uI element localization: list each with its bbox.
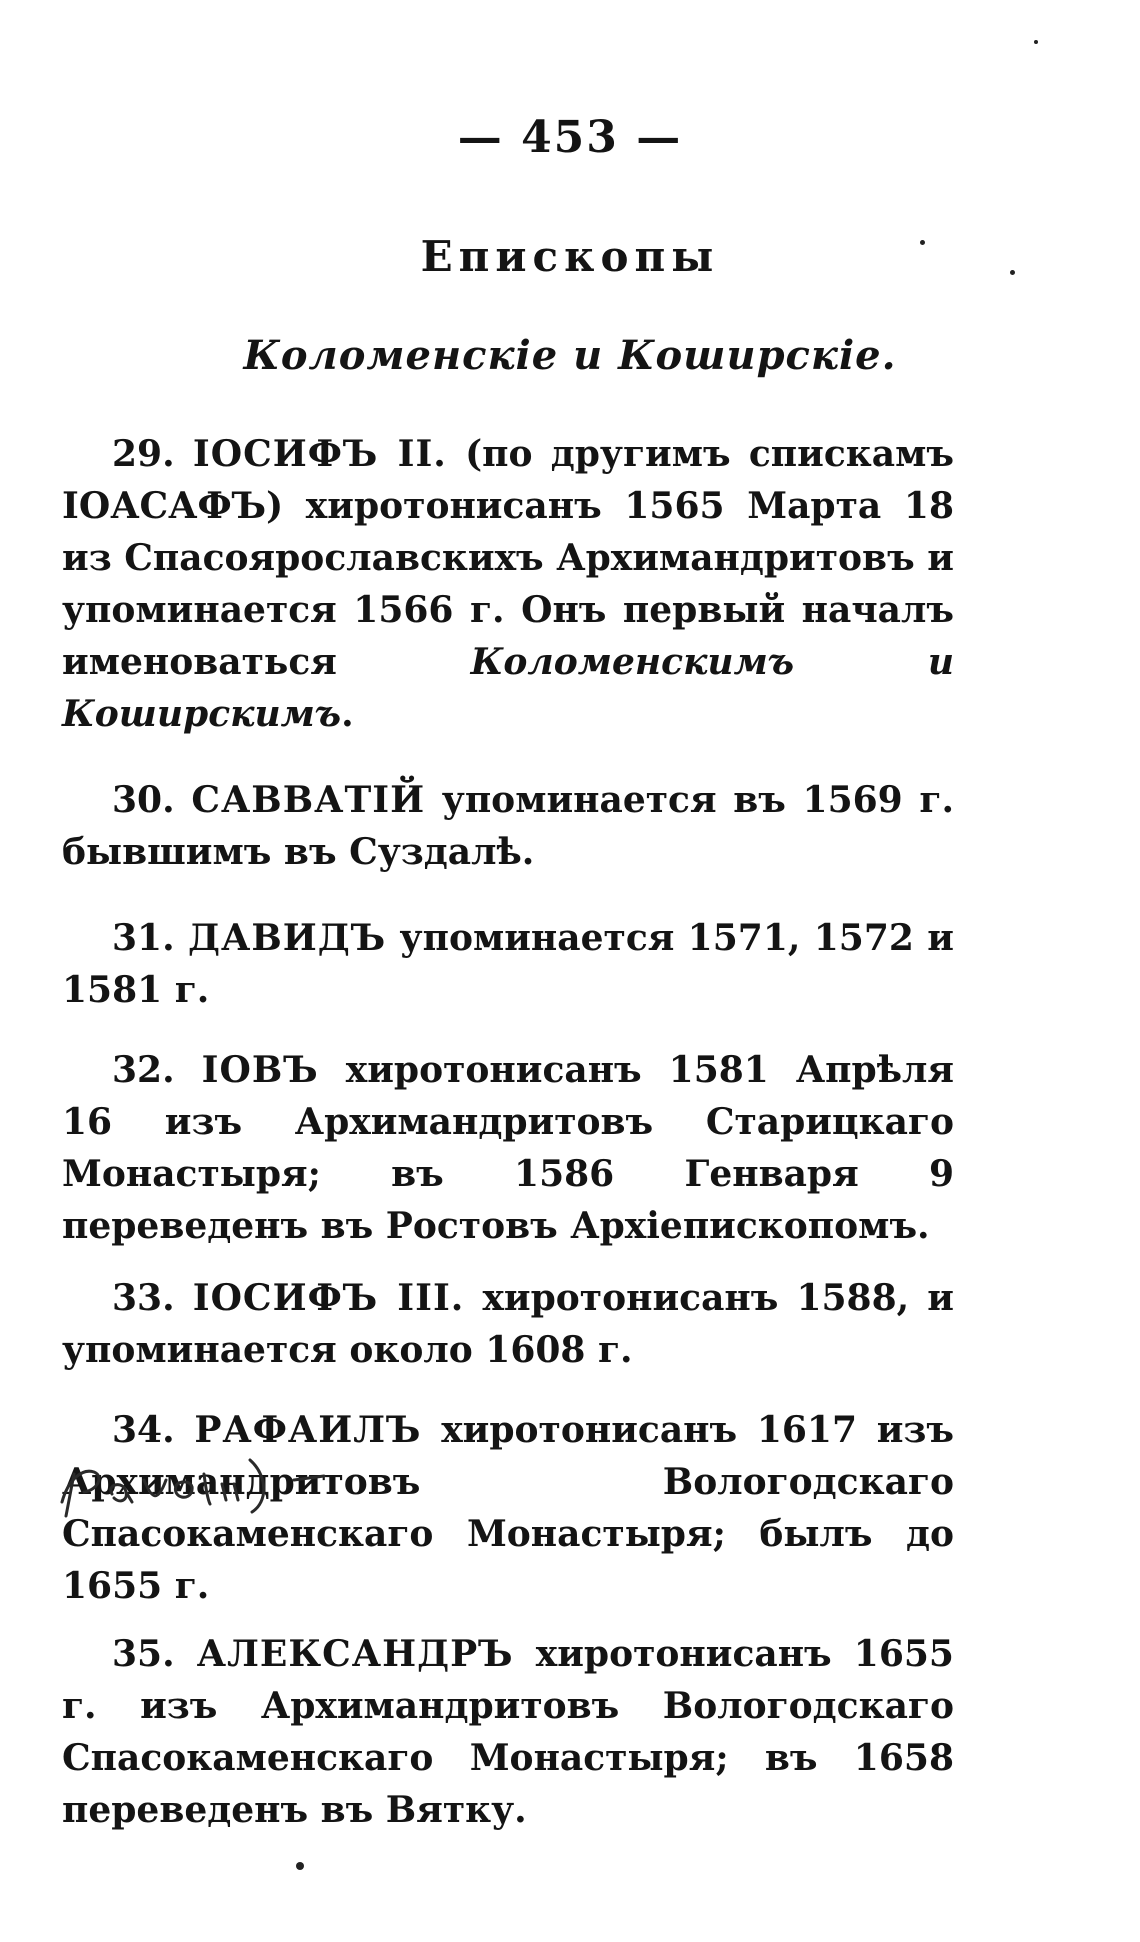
entry-number: 33. (112, 1277, 175, 1319)
entry-number: 32. (112, 1049, 175, 1091)
entry-number: 34. (112, 1409, 175, 1451)
entry-29 (62, 428, 954, 740)
entry-text: хиротонисанъ 1581 Апрѣля 16 изъ Архимандритовъ Старицкаго Монастыря; въ 1586 Генваря 9 переведенъ въ Ростовъ Архіепископомъ. (62, 1049, 954, 1247)
entry-number: 31. (112, 917, 175, 959)
entry-name: ІОВЪ (201, 1049, 319, 1091)
ink-speck (296, 1862, 304, 1870)
entry-name: РАФАИЛЪ (194, 1409, 422, 1451)
entry-text: хиротонисанъ 1655 г. изъ Архимандритовъ Вологодскаго Спасокаменскаго Монастыря; въ 1658 переведенъ въ Вятку. (62, 1633, 954, 1831)
entry-35 (62, 1628, 954, 1836)
section-heading: Епископы (420, 232, 720, 281)
entry-tail: . (341, 693, 354, 735)
entry-31 (62, 912, 954, 1016)
ink-speck (920, 240, 925, 245)
entry-name: ІОСИФЪ III. (192, 1277, 465, 1319)
entry-text: упоминается 1571, 1572 и 1581 г. (62, 917, 954, 1011)
entry-name: ДАВИДЪ (187, 917, 387, 959)
ink-speck (1010, 270, 1015, 275)
entry-italic-text: Коломенскимъ и Коширскимъ (62, 641, 954, 735)
entry-33 (62, 1272, 954, 1376)
ink-speck (1034, 40, 1038, 44)
entry-name: ІОСИФЪ II. (192, 433, 447, 475)
page-number: — 453 — (457, 112, 683, 163)
entry-text: упоминается въ 1569 г. бывшимъ въ Суздалѣ. (62, 779, 954, 873)
section-subheading: Коломенскіе и Коширскіе. (243, 332, 897, 379)
bishops-list (62, 428, 954, 1836)
handwritten-annotation (54, 1450, 374, 1520)
entry-number: 29. (112, 433, 175, 475)
entry-number: 30. (112, 779, 175, 821)
entry-text: хиротонисанъ 1617 изъ Архимандритовъ Вологодскаго Спасокаменскаго Монастыря; былъ до 1655 г. (62, 1409, 954, 1607)
entry-text: (по другимъ спискамъ ІОАСАФЪ) хиротонисанъ 1565 Марта 18 из Спасоярославскихъ Архимандритовъ и упоминается 1566 г. Онъ первый началъ именоваться (62, 433, 954, 683)
entry-text: хиротонисанъ 1588, и упоминается около 1608 г. (62, 1277, 954, 1371)
entry-name: АЛЕКСАНДРЪ (196, 1633, 514, 1675)
entry-32 (62, 1044, 954, 1252)
entry-name: САВВАТІЙ (191, 779, 426, 821)
entry-30 (62, 774, 954, 878)
entry-number: 35. (112, 1633, 175, 1675)
